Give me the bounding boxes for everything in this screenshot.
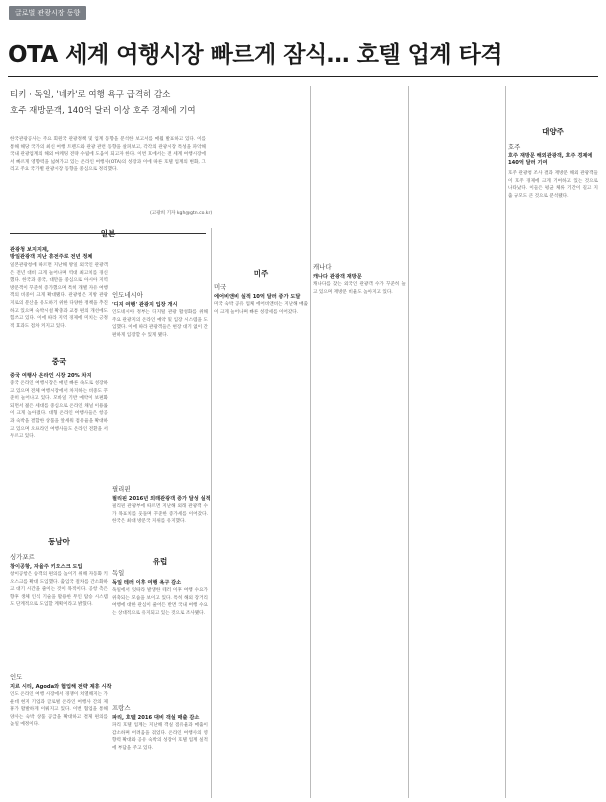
column-divider: [211, 228, 212, 798]
country-australia: 호주: [508, 143, 521, 151]
lead-paragraph: 한국관광공사는 주요 회원국 관광정책 및 업계 동향을 분석한 보고서를 매월 발표하고 있다. 이를 통해 해당 국가의 최신 여행 트렌드와 관광 관련 동향을 살펴보고, 각각의 관광시장 특성을 파악해 국내 관광업계의 해외 마케팅 전략 수립에 도움이 되고자 한다. 이번 호에서는 전 세계 여행시장에서 빠르게 영향력을 넓혀가고 있는 온라인 여행사(OTA)의 성장과 이에 따른 호텔 업계의 변화, 그리고 주요 국가별 관광시장 동향을 중심으로 정리했다.: [10, 137, 206, 173]
article-headline-canada: 캐나다 관광객 재방문: [313, 274, 362, 280]
article-body-canada: 캐나다를 찾는 외국인 관광객 수가 꾸준히 늘고 있으며 재방문 비율도 높아지고 있다.: [313, 282, 406, 295]
article-subhead-japan: 방일관광객 지난 휴전주로 전년 정체: [10, 254, 93, 260]
article-body-singapore: 창이공항은 승객의 편의를 높이기 위해 자동화 키오스크를 확대 도입했다. 출입국 절차를 간소화하고 대기 시간을 줄이는 것이 목적이다. 공항 측은 향후 생체 인식 기술을 활용한 무인 탑승 시스템도 단계적으로 도입할 계획이라고 밝혔다.: [10, 572, 108, 608]
section-title-southeast-asia: 동남아: [48, 537, 70, 546]
country-usa: 미국: [214, 283, 227, 291]
article-body-australia: 호주 관광청 조사 결과 재방문 해외 관광객들이 호주 경제에 크게 기여하고 있는 것으로 나타났다. 이들은 평균 체류 기간이 길고 지출 규모도 큰 것으로 분석됐다.: [508, 171, 598, 199]
article-body-philippines: 필리핀 관광부에 따르면 지난해 외래 관광객 수가 목표치를 웃돌며 꾸준한 증가세를 이어갔다. 한국은 최대 방문국 지위를 유지했다.: [112, 504, 208, 525]
article-body-japan: 일본관광청에 따르면 지난해 방일 외국인 관광객은 전년 대비 크게 늘어나며 역대 최고치를 경신했다. 한국과 중국, 대만을 중심으로 아시아 지역 방문객이 꾸준히 증가했으며 특히 개별 자유 여행객의 비중이 크게 확대됐다. 관광청은 지방 관광지로의 분산을 유도하기 위한 다양한 정책을 추진하고 있으며 숙박시설 확충과 교통 편의 개선에도 힘쓰고 있다. 이에 따라 지역 경제에 미치는 긍정적 효과도 점차 커지고 있다.: [10, 263, 108, 329]
headline-rule: [8, 76, 598, 77]
country-singapore: 싱가포르: [10, 553, 35, 561]
article-body-china: 중국 온라인 여행시장은 매년 빠른 속도로 성장하고 있으며 전체 여행시장에서 차지하는 비중도 꾸준히 늘어나고 있다. 모바일 기반 예약이 보편화되면서 젊은 세대를 중심으로 온라인 채널 이용률이 크게 높아졌다. 대형 온라인 여행사들은 항공과 숙박을 결합한 상품을 앞세워 점유율을 확대하고 있으며 오프라인 여행사들도 온라인 전환을 서두르고 있다.: [10, 381, 108, 440]
article-headline-australia: 호주 재방문 해외관광객, 호주 경제에 140억 달러 기여: [508, 153, 593, 166]
article-headline-india: 지르 시티, Agoda와 협업해 전략 제휴 시작: [10, 684, 112, 690]
country-germany: 독일: [112, 569, 125, 577]
article-body-germany: 독일에서 잇따라 발생한 테러 이후 여행 수요가 위축되는 모습을 보이고 있다. 특히 해외 장거리 여행에 대한 관심이 줄어든 반면 국내 여행 수요는 상대적으로 유지되고 있는 것으로 조사됐다.: [112, 588, 208, 616]
section-title-oceania: 대양주: [542, 127, 564, 136]
column-divider: [505, 86, 506, 798]
country-indonesia: 인도네시아: [112, 291, 143, 299]
country-canada: 캐나다: [313, 263, 332, 271]
article-headline-usa: 에어비앤비 실적 10억 달러 증가 도달: [214, 294, 301, 300]
section-title-americas: 미주: [253, 269, 269, 278]
article-headline-japan: 관광청 보지지제,: [10, 247, 49, 253]
section-title-japan: 일본: [100, 229, 116, 238]
subheadline-1: 티키 · 독일, '네카'로 여행 욕구 급격히 감소: [10, 90, 171, 100]
article-body-usa: 미국 숙박 공유 업체 에어비앤비는 지난해 매출이 크게 늘어나며 빠른 성장세를 이어갔다.: [214, 302, 308, 315]
article-body-india: 인도 온라인 여행 시장에서 경쟁이 치열해지는 가운데 현지 기업과 글로벌 온라인 여행사 간의 제휴가 활발하게 이뤄지고 있다. 이번 협업을 통해 양사는 숙박 상품 공급을 확대하고 결제 편의를 높일 예정이다.: [10, 692, 108, 728]
country-philippines: 필리핀: [112, 485, 131, 493]
article-headline-china: 중국 여행사 온라인 시장 20% 차지: [10, 373, 92, 379]
article-headline-singapore: 창이공항, 자율주 키오스크 도입: [10, 564, 83, 570]
article-headline-germany: 독일 테러 이후 여행 욕구 감소: [112, 580, 182, 586]
subheadline-2: 호주 재방문객, 140억 달러 이상 호주 경제에 기여: [10, 106, 196, 116]
article-headline-france: 파리, 호텔 2016 대비 객실 매출 감소: [112, 715, 200, 721]
country-india: 인도: [10, 673, 23, 681]
article-headline-philippines: 필리핀 2016년 외래관광객 증가 달성 실적: [112, 496, 211, 502]
column-divider: [310, 86, 311, 798]
article-body-france: 파리 호텔 업계는 지난해 객실 점유율과 매출이 감소하며 어려움을 겪었다. 온라인 여행사의 영향력 확대와 공유 숙박의 성장이 호텔 업계 실적에 부담을 주고 있다.: [112, 723, 208, 751]
byline: (고광희 기자 kgh@gtn.co.kr): [150, 211, 213, 216]
article-body-indonesia: 인도네시아 정부는 디지털 관광 활성화를 위해 주요 관광지의 온라인 예약 및 입장 시스템을 도입했다. 이에 따라 관광객들은 현장 대기 없이 간편하게 입장할 수 있게 됐다.: [112, 310, 208, 338]
section-tag: 글로벌 관광시장 동향: [9, 6, 86, 20]
page-headline: OTA 세계 여행시장 빠르게 잠식… 호텔 업계 타격: [8, 42, 503, 68]
column-divider: [408, 86, 409, 798]
section-title-europe: 유럽: [152, 557, 168, 566]
article-headline-indonesia: '디지 여행' 관광지 입장 개시: [112, 302, 178, 308]
section-title-china: 중국: [51, 357, 67, 366]
country-france: 프랑스: [112, 704, 131, 712]
